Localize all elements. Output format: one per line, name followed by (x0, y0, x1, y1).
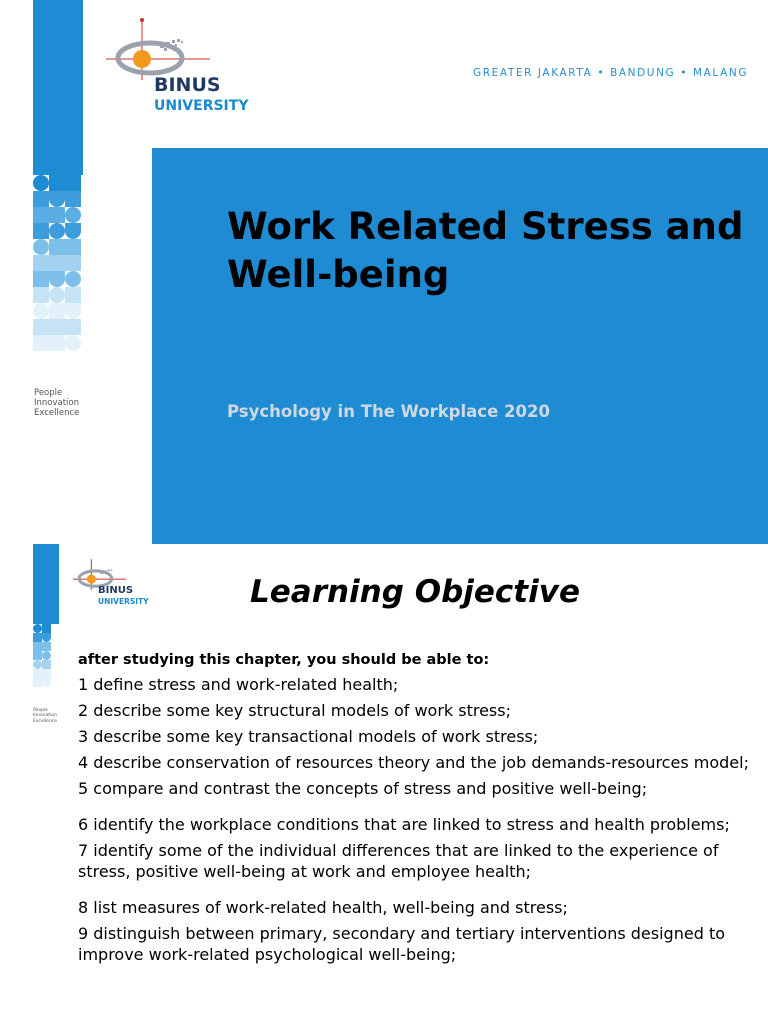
strip-tile (65, 271, 81, 287)
strip-tile (49, 319, 65, 335)
strip-tile (33, 678, 42, 687)
strip-tile (65, 223, 81, 239)
strip-tile (33, 660, 42, 669)
motto-line: People (33, 708, 48, 713)
strip-tile (33, 191, 49, 207)
strip-tile (33, 239, 49, 255)
strip-tile (49, 271, 65, 287)
strip-tile (33, 207, 49, 223)
strip-tile (42, 678, 51, 687)
objective-item: 7 identify some of the individual differences that are linked to the experience of stress, positive well-being at work and employee health; (78, 841, 719, 881)
strip-tile (42, 633, 51, 642)
objective-item: 4 describe conservation of resources theory and the job demands-resources model; (78, 753, 749, 772)
strip-tile (42, 651, 51, 660)
strip-tile (49, 191, 65, 207)
strip-tile (33, 651, 42, 660)
strip-tile (49, 175, 65, 191)
strip-tile (33, 319, 49, 335)
objective-item: 2 describe some key structural models of work stress; (78, 701, 511, 720)
slide-title: Learning Objective (250, 574, 580, 610)
strip-tile (33, 255, 49, 271)
motto-line: Innovation (34, 398, 80, 409)
objectives-list (78, 674, 758, 970)
strip-tile (65, 207, 81, 223)
strip-tile (42, 669, 51, 678)
strip-tile (33, 287, 49, 303)
motto-line: Innovation (33, 713, 57, 719)
strip-tile (33, 642, 42, 651)
strip-tile (65, 319, 81, 335)
strip-tile (65, 287, 81, 303)
objectives-intro: after studying this chapter, you should be able to: (78, 652, 490, 668)
strip-tile (49, 223, 65, 239)
strip-tile (65, 191, 81, 207)
strip-solid-band (33, 0, 83, 175)
objective-item: 3 describe some key transactional models of work stress; (78, 727, 539, 746)
strip-tile (42, 660, 51, 669)
slide-subtitle: Psychology in The Workplace 2020 (227, 402, 550, 421)
motto-line: Excellence (33, 718, 58, 724)
logo-wordmark: BINUS (98, 585, 134, 596)
slide-title: Work Related Stress and Well-being (227, 205, 744, 297)
strip-tile (33, 624, 42, 633)
strip-tile (33, 303, 49, 319)
strip-tile (33, 271, 49, 287)
strip-tile (65, 175, 81, 191)
strip-tile (49, 207, 65, 223)
objective-item: 6 identify the workplace conditions that are linked to stress and health problems; (78, 815, 730, 834)
strip-tile (33, 175, 49, 191)
objective-item: 5 compare and contrast the concepts of stress and positive well-being; (78, 779, 648, 798)
logo-subtitle: UNIVERSITY (98, 597, 149, 606)
logo-wordmark: BINUS (154, 74, 221, 96)
learning-objective-slide (0, 544, 768, 1024)
strip-tile (33, 223, 49, 239)
motto-line: Excellence (34, 408, 80, 419)
objective-item: 9 distinguish between primary, secondary and tertiary interventions designed to improve work-related psychological well-being; (78, 924, 725, 964)
strip-tile (33, 669, 42, 678)
strip-tile (65, 255, 81, 271)
binus-logo (104, 18, 264, 118)
motto (33, 708, 57, 724)
strip-tile (42, 624, 51, 633)
title-panel (152, 148, 768, 544)
logo-subtitle: UNIVERSITY (154, 98, 249, 114)
strip-tile (49, 239, 65, 255)
strip-tile (33, 335, 49, 351)
objective-item: 1 define stress and work-related health; (78, 675, 399, 694)
strip-tile (33, 633, 42, 642)
side-decor-strip (33, 544, 59, 694)
strip-tile (49, 287, 65, 303)
strip-tile (49, 255, 65, 271)
strip-tile (65, 335, 81, 351)
strip-tile (42, 642, 51, 651)
strip-tile (49, 335, 65, 351)
motto-line: People (34, 388, 63, 398)
strip-tile (49, 303, 65, 319)
campus-tagline: GREATER JAKARTA • BANDUNG • MALANG (473, 67, 749, 79)
motto (34, 388, 79, 419)
objective-item: 8 list measures of work-related health, well-being and stress; (78, 898, 568, 917)
side-decor-strip (33, 0, 83, 370)
strip-tile (65, 303, 81, 319)
strip-tile (65, 239, 81, 255)
